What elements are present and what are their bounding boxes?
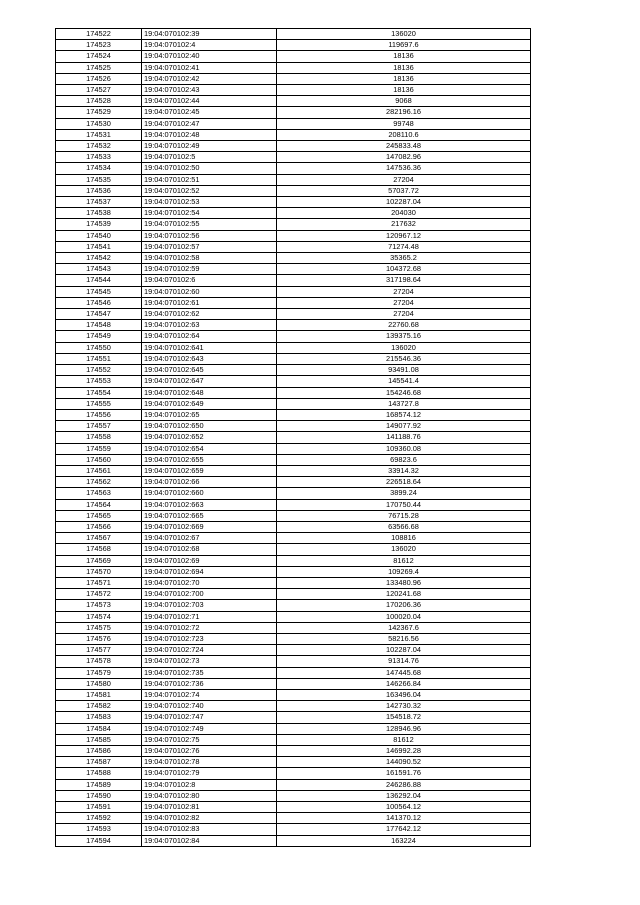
table-row	[56, 331, 531, 342]
cadastral-number-cell: 19:04:070102:70	[142, 577, 277, 588]
row-id-cell: 174522	[56, 29, 142, 40]
value-cell: 18136	[277, 73, 531, 84]
table-row	[56, 734, 531, 745]
value-cell: 93491.08	[277, 365, 531, 376]
cadastral-number-cell: 19:04:070102:72	[142, 622, 277, 633]
value-cell: 226518.64	[277, 477, 531, 488]
table-row	[56, 611, 531, 622]
row-id-cell: 174560	[56, 454, 142, 465]
row-id-cell: 174537	[56, 197, 142, 208]
table-row	[56, 29, 531, 40]
row-id-cell: 174527	[56, 85, 142, 96]
table-row	[56, 96, 531, 107]
value-cell: 215546.36	[277, 353, 531, 364]
value-cell: 141370.12	[277, 813, 531, 824]
value-cell: 71274.48	[277, 241, 531, 252]
row-id-cell: 174592	[56, 813, 142, 824]
cadastral-number-cell: 19:04:070102:669	[142, 521, 277, 532]
value-cell: 163496.04	[277, 689, 531, 700]
row-id-cell: 174586	[56, 746, 142, 757]
value-cell: 147445.68	[277, 667, 531, 678]
table-row	[56, 510, 531, 521]
table-row	[56, 477, 531, 488]
table-row	[56, 432, 531, 443]
value-cell: 204030	[277, 208, 531, 219]
cadastral-number-cell: 19:04:070102:740	[142, 701, 277, 712]
cadastral-number-cell: 19:04:070102:41	[142, 62, 277, 73]
row-id-cell: 174593	[56, 824, 142, 835]
cadastral-number-cell: 19:04:070102:723	[142, 633, 277, 644]
cadastral-number-cell: 19:04:070102:66	[142, 477, 277, 488]
row-id-cell: 174543	[56, 264, 142, 275]
value-cell: 133480.96	[277, 577, 531, 588]
table-row	[56, 73, 531, 84]
table-row	[56, 689, 531, 700]
value-cell: 109360.08	[277, 443, 531, 454]
value-cell: 57037.72	[277, 185, 531, 196]
table-row	[56, 779, 531, 790]
row-id-cell: 174538	[56, 208, 142, 219]
row-id-cell: 174578	[56, 656, 142, 667]
row-id-cell: 174535	[56, 174, 142, 185]
row-id-cell: 174572	[56, 589, 142, 600]
row-id-cell: 174574	[56, 611, 142, 622]
value-cell: 33914.32	[277, 465, 531, 476]
value-cell: 27204	[277, 297, 531, 308]
cadastral-number-cell: 19:04:070102:700	[142, 589, 277, 600]
cadastral-number-cell: 19:04:070102:39	[142, 29, 277, 40]
table-row	[56, 712, 531, 723]
row-id-cell: 174544	[56, 275, 142, 286]
table-row	[56, 376, 531, 387]
cadastral-number-cell: 19:04:070102:51	[142, 174, 277, 185]
cadastral-number-cell: 19:04:070102:71	[142, 611, 277, 622]
table-row	[56, 757, 531, 768]
cadastral-number-cell: 19:04:070102:68	[142, 544, 277, 555]
cadastral-number-cell: 19:04:070102:659	[142, 465, 277, 476]
row-id-cell: 174563	[56, 488, 142, 499]
table-row	[56, 174, 531, 185]
row-id-cell: 174553	[56, 376, 142, 387]
row-id-cell: 174589	[56, 779, 142, 790]
table-row	[56, 118, 531, 129]
row-id-cell: 174591	[56, 802, 142, 813]
cadastral-number-cell: 19:04:070102:44	[142, 96, 277, 107]
row-id-cell: 174545	[56, 286, 142, 297]
table-row	[56, 152, 531, 163]
row-id-cell: 174558	[56, 432, 142, 443]
row-id-cell: 174534	[56, 163, 142, 174]
value-cell: 170750.44	[277, 499, 531, 510]
value-cell: 147536.36	[277, 163, 531, 174]
row-id-cell: 174571	[56, 577, 142, 588]
table-row	[56, 746, 531, 757]
row-id-cell: 174585	[56, 734, 142, 745]
cadastral-number-cell: 19:04:070102:43	[142, 85, 277, 96]
value-cell: 146992.28	[277, 746, 531, 757]
row-id-cell: 174555	[56, 398, 142, 409]
cadastral-number-cell: 19:04:070102:694	[142, 566, 277, 577]
table-row	[56, 768, 531, 779]
value-cell: 120241.68	[277, 589, 531, 600]
row-id-cell: 174531	[56, 129, 142, 140]
cadastral-number-cell: 19:04:070102:655	[142, 454, 277, 465]
value-cell: 104372.68	[277, 264, 531, 275]
value-cell: 136020	[277, 342, 531, 353]
table-row	[56, 297, 531, 308]
row-id-cell: 174566	[56, 521, 142, 532]
row-id-cell: 174532	[56, 141, 142, 152]
row-id-cell: 174576	[56, 633, 142, 644]
value-cell: 136292.04	[277, 790, 531, 801]
table-row	[56, 622, 531, 633]
cadastral-number-cell: 19:04:070102:749	[142, 723, 277, 734]
table-row	[56, 521, 531, 532]
value-cell: 317198.64	[277, 275, 531, 286]
table-row	[56, 723, 531, 734]
value-cell: 102287.04	[277, 645, 531, 656]
table-row	[56, 264, 531, 275]
row-id-cell: 174588	[56, 768, 142, 779]
cadastral-number-cell: 19:04:070102:67	[142, 533, 277, 544]
table-row	[56, 802, 531, 813]
table-row	[56, 85, 531, 96]
value-cell: 246286.88	[277, 779, 531, 790]
cadastral-number-cell: 19:04:070102:64	[142, 331, 277, 342]
value-cell: 217632	[277, 219, 531, 230]
value-cell: 58216.56	[277, 633, 531, 644]
cadastral-number-cell: 19:04:070102:645	[142, 365, 277, 376]
row-id-cell: 174547	[56, 309, 142, 320]
table-row	[56, 185, 531, 196]
cadastral-number-cell: 19:04:070102:735	[142, 667, 277, 678]
row-id-cell: 174584	[56, 723, 142, 734]
value-cell: 81612	[277, 555, 531, 566]
cadastral-number-cell: 19:04:070102:654	[142, 443, 277, 454]
value-cell: 63566.68	[277, 521, 531, 532]
cadastral-number-cell: 19:04:070102:48	[142, 129, 277, 140]
table-row	[56, 62, 531, 73]
table-row	[56, 566, 531, 577]
table-row	[56, 320, 531, 331]
value-cell: 154518.72	[277, 712, 531, 723]
value-cell: 146266.84	[277, 678, 531, 689]
table-row	[56, 544, 531, 555]
cadastral-number-cell: 19:04:070102:650	[142, 421, 277, 432]
value-cell: 143727.8	[277, 398, 531, 409]
table-row	[56, 387, 531, 398]
table-row	[56, 499, 531, 510]
row-id-cell: 174533	[56, 152, 142, 163]
value-cell: 147082.96	[277, 152, 531, 163]
value-cell: 3899.24	[277, 488, 531, 499]
cadastral-number-cell: 19:04:070102:63	[142, 320, 277, 331]
cadastral-number-cell: 19:04:070102:648	[142, 387, 277, 398]
row-id-cell: 174539	[56, 219, 142, 230]
row-id-cell: 174548	[56, 320, 142, 331]
row-id-cell: 174573	[56, 600, 142, 611]
table-row	[56, 533, 531, 544]
cadastral-number-cell: 19:04:070102:54	[142, 208, 277, 219]
table-row	[56, 790, 531, 801]
table-row	[56, 409, 531, 420]
table-row	[56, 633, 531, 644]
table-row	[56, 589, 531, 600]
table-row	[56, 309, 531, 320]
value-cell: 128946.96	[277, 723, 531, 734]
cadastral-number-cell: 19:04:070102:84	[142, 835, 277, 846]
cadastral-number-cell: 19:04:070102:60	[142, 286, 277, 297]
table-row	[56, 353, 531, 364]
value-cell: 27204	[277, 286, 531, 297]
value-cell: 144090.52	[277, 757, 531, 768]
table-body	[56, 29, 531, 847]
cadastral-number-cell: 19:04:070102:5	[142, 152, 277, 163]
cadastral-number-cell: 19:04:070102:83	[142, 824, 277, 835]
table-row	[56, 813, 531, 824]
table-row	[56, 230, 531, 241]
row-id-cell: 174561	[56, 465, 142, 476]
cadastral-number-cell: 19:04:070102:56	[142, 230, 277, 241]
value-cell: 154246.68	[277, 387, 531, 398]
data-table	[55, 28, 531, 847]
row-id-cell: 174557	[56, 421, 142, 432]
row-id-cell: 174564	[56, 499, 142, 510]
cadastral-number-cell: 19:04:070102:55	[142, 219, 277, 230]
value-cell: 76715.28	[277, 510, 531, 521]
value-cell: 141188.76	[277, 432, 531, 443]
cadastral-number-cell: 19:04:070102:65	[142, 409, 277, 420]
value-cell: 119697.6	[277, 40, 531, 51]
row-id-cell: 174540	[56, 230, 142, 241]
row-id-cell: 174524	[56, 51, 142, 62]
value-cell: 100564.12	[277, 802, 531, 813]
cadastral-number-cell: 19:04:070102:747	[142, 712, 277, 723]
row-id-cell: 174594	[56, 835, 142, 846]
table-row	[56, 241, 531, 252]
table-row	[56, 141, 531, 152]
cadastral-number-cell: 19:04:070102:42	[142, 73, 277, 84]
table-row	[56, 275, 531, 286]
cadastral-number-cell: 19:04:070102:652	[142, 432, 277, 443]
cadastral-number-cell: 19:04:070102:59	[142, 264, 277, 275]
cadastral-number-cell: 19:04:070102:53	[142, 197, 277, 208]
table-row	[56, 667, 531, 678]
cadastral-number-cell: 19:04:070102:75	[142, 734, 277, 745]
cadastral-number-cell: 19:04:070102:62	[142, 309, 277, 320]
value-cell: 136020	[277, 544, 531, 555]
table-row	[56, 342, 531, 353]
row-id-cell: 174569	[56, 555, 142, 566]
cadastral-number-cell: 19:04:070102:665	[142, 510, 277, 521]
value-cell: 35365.2	[277, 253, 531, 264]
cadastral-number-cell: 19:04:070102:6	[142, 275, 277, 286]
cadastral-number-cell: 19:04:070102:641	[142, 342, 277, 353]
cadastral-number-cell: 19:04:070102:736	[142, 678, 277, 689]
cadastral-number-cell: 19:04:070102:660	[142, 488, 277, 499]
cadastral-number-cell: 19:04:070102:4	[142, 40, 277, 51]
cadastral-number-cell: 19:04:070102:61	[142, 297, 277, 308]
row-id-cell: 174528	[56, 96, 142, 107]
value-cell: 69823.6	[277, 454, 531, 465]
table-row	[56, 365, 531, 376]
table-row	[56, 678, 531, 689]
cadastral-number-cell: 19:04:070102:49	[142, 141, 277, 152]
cadastral-number-cell: 19:04:070102:45	[142, 107, 277, 118]
row-id-cell: 174570	[56, 566, 142, 577]
value-cell: 136020	[277, 29, 531, 40]
value-cell: 18136	[277, 62, 531, 73]
row-id-cell: 174575	[56, 622, 142, 633]
row-id-cell: 174590	[56, 790, 142, 801]
cadastral-number-cell: 19:04:070102:724	[142, 645, 277, 656]
value-cell: 109269.4	[277, 566, 531, 577]
cadastral-number-cell: 19:04:070102:47	[142, 118, 277, 129]
cadastral-number-cell: 19:04:070102:52	[142, 185, 277, 196]
row-id-cell: 174525	[56, 62, 142, 73]
table-row	[56, 107, 531, 118]
cadastral-number-cell: 19:04:070102:50	[142, 163, 277, 174]
cadastral-number-cell: 19:04:070102:74	[142, 689, 277, 700]
value-cell: 139375.16	[277, 331, 531, 342]
row-id-cell: 174530	[56, 118, 142, 129]
row-id-cell: 174582	[56, 701, 142, 712]
row-id-cell: 174565	[56, 510, 142, 521]
cadastral-number-cell: 19:04:070102:76	[142, 746, 277, 757]
row-id-cell: 174523	[56, 40, 142, 51]
row-id-cell: 174526	[56, 73, 142, 84]
value-cell: 142367.6	[277, 622, 531, 633]
row-id-cell: 174551	[56, 353, 142, 364]
value-cell: 120967.12	[277, 230, 531, 241]
cadastral-number-cell: 19:04:070102:78	[142, 757, 277, 768]
table-row	[56, 443, 531, 454]
value-cell: 208110.6	[277, 129, 531, 140]
row-id-cell: 174552	[56, 365, 142, 376]
table-row	[56, 577, 531, 588]
table-row	[56, 645, 531, 656]
value-cell: 163224	[277, 835, 531, 846]
row-id-cell: 174577	[56, 645, 142, 656]
row-id-cell: 174546	[56, 297, 142, 308]
cadastral-number-cell: 19:04:070102:57	[142, 241, 277, 252]
row-id-cell: 174536	[56, 185, 142, 196]
value-cell: 27204	[277, 309, 531, 320]
cadastral-number-cell: 19:04:070102:643	[142, 353, 277, 364]
cadastral-number-cell: 19:04:070102:80	[142, 790, 277, 801]
value-cell: 102287.04	[277, 197, 531, 208]
cadastral-number-cell: 19:04:070102:663	[142, 499, 277, 510]
table-row	[56, 286, 531, 297]
row-id-cell: 174581	[56, 689, 142, 700]
value-cell: 142730.32	[277, 701, 531, 712]
table-row	[56, 398, 531, 409]
row-id-cell: 174554	[56, 387, 142, 398]
value-cell: 91314.76	[277, 656, 531, 667]
table-row	[56, 163, 531, 174]
row-id-cell: 174562	[56, 477, 142, 488]
cadastral-number-cell: 19:04:070102:647	[142, 376, 277, 387]
table-row	[56, 656, 531, 667]
cadastral-number-cell: 19:04:070102:69	[142, 555, 277, 566]
table-row	[56, 253, 531, 264]
cadastral-number-cell: 19:04:070102:8	[142, 779, 277, 790]
row-id-cell: 174583	[56, 712, 142, 723]
value-cell: 170206.36	[277, 600, 531, 611]
value-cell: 18136	[277, 51, 531, 62]
cadastral-number-cell: 19:04:070102:40	[142, 51, 277, 62]
cadastral-number-cell: 19:04:070102:703	[142, 600, 277, 611]
value-cell: 99748	[277, 118, 531, 129]
row-id-cell: 174549	[56, 331, 142, 342]
row-id-cell: 174579	[56, 667, 142, 678]
row-id-cell: 174567	[56, 533, 142, 544]
table-row	[56, 208, 531, 219]
table-row	[56, 488, 531, 499]
row-id-cell: 174550	[56, 342, 142, 353]
row-id-cell: 174541	[56, 241, 142, 252]
value-cell: 245833.48	[277, 141, 531, 152]
row-id-cell: 174559	[56, 443, 142, 454]
table-row	[56, 219, 531, 230]
cadastral-number-cell: 19:04:070102:81	[142, 802, 277, 813]
value-cell: 149077.92	[277, 421, 531, 432]
table-row	[56, 51, 531, 62]
value-cell: 100020.04	[277, 611, 531, 622]
value-cell: 9068	[277, 96, 531, 107]
value-cell: 168574.12	[277, 409, 531, 420]
row-id-cell: 174587	[56, 757, 142, 768]
value-cell: 22760.68	[277, 320, 531, 331]
row-id-cell: 174556	[56, 409, 142, 420]
value-cell: 108816	[277, 533, 531, 544]
table-row	[56, 600, 531, 611]
value-cell: 282196.16	[277, 107, 531, 118]
table-row	[56, 835, 531, 846]
row-id-cell: 174568	[56, 544, 142, 555]
value-cell: 161591.76	[277, 768, 531, 779]
table-row	[56, 824, 531, 835]
cadastral-number-cell: 19:04:070102:79	[142, 768, 277, 779]
table-row	[56, 465, 531, 476]
cadastral-number-cell: 19:04:070102:58	[142, 253, 277, 264]
row-id-cell: 174580	[56, 678, 142, 689]
cadastral-number-cell: 19:04:070102:73	[142, 656, 277, 667]
cadastral-number-cell: 19:04:070102:82	[142, 813, 277, 824]
value-cell: 177642.12	[277, 824, 531, 835]
table-row	[56, 129, 531, 140]
table-row	[56, 40, 531, 51]
row-id-cell: 174529	[56, 107, 142, 118]
value-cell: 145541.4	[277, 376, 531, 387]
value-cell: 81612	[277, 734, 531, 745]
table-row	[56, 197, 531, 208]
row-id-cell: 174542	[56, 253, 142, 264]
value-cell: 18136	[277, 85, 531, 96]
table-row	[56, 421, 531, 432]
table-row	[56, 555, 531, 566]
cadastral-number-cell: 19:04:070102:649	[142, 398, 277, 409]
value-cell: 27204	[277, 174, 531, 185]
table-row	[56, 701, 531, 712]
table-row	[56, 454, 531, 465]
